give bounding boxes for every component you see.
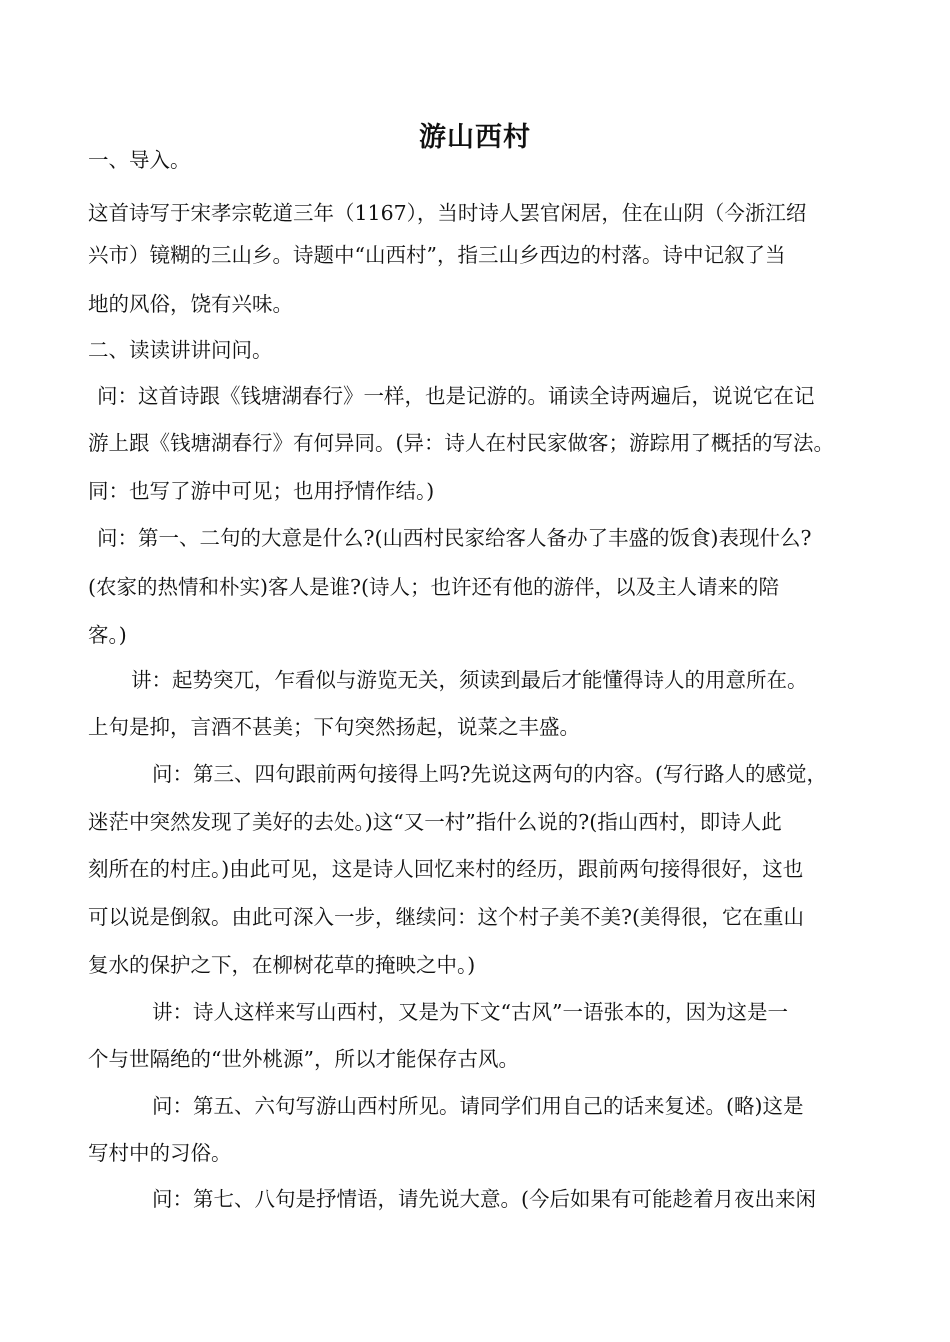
paragraph-line: 同：也写了游中可见；也用抒情作结。)	[88, 479, 435, 503]
section-heading-read: 二、读读讲讲问问。	[88, 338, 273, 362]
paragraph-line: 上句是抑，言酒不甚美；下句突然扬起，说菜之丰盛。	[88, 715, 580, 739]
paragraph-line: 兴市）镜糊的三山乡。诗题中“山西村”，指三山乡西边的村落。诗中记叙了当	[88, 243, 786, 267]
paragraph-line: 问：第七、八句是抒情语，请先说大意。(今后如果有可能趁着月夜出来闲	[152, 1187, 816, 1211]
paragraph-line: 写村中的习俗。	[88, 1141, 232, 1165]
paragraph-line: 迷茫中突然发现了美好的去处。)这“又一村”指什么说的?(指山西村，即诗人此	[88, 810, 782, 834]
paragraph-line: 问：第五、六句写游山西村所见。请同学们用自己的话来复述。(略)这是	[152, 1094, 804, 1118]
paragraph-line: 问：第三、四句跟前两句接得上吗?先说这两句的内容。(写行路人的感觉，	[152, 762, 827, 786]
paragraph-line: 客。)	[88, 623, 127, 647]
paragraph-line: 复水的保护之下，在柳树花草的掩映之中。)	[88, 953, 476, 977]
paragraph-line: 刻所在的村庄。)由此可见，这是诗人回忆来村的经历，跟前两句接得很好，这也	[88, 857, 804, 881]
paragraph-line: 讲：起势突兀，乍看似与游览无关，须读到最后才能懂得诗人的用意所在。	[131, 668, 808, 692]
document-title: 游山西村	[419, 122, 531, 153]
paragraph-line: 个与世隔绝的“世外桃源”，所以才能保存古风。	[88, 1047, 519, 1071]
paragraph-line: 可以说是倒叙。由此可深入一步，继续问：这个村子美不美?(美得很，它在重山	[88, 905, 804, 929]
paragraph-line: 讲：诗人这样来写山西村，又是为下文“古风”一语张本的，因为这是一	[152, 1000, 788, 1024]
paragraph-line: 问：第一、二句的大意是什么?(山西村民家给客人备办了丰盛的饭食)表现什么?	[97, 526, 812, 550]
section-heading-intro: 一、导入。	[88, 148, 191, 172]
paragraph-line: 问：这首诗跟《钱塘湖春行》一样，也是记游的。诵读全诗两遍后，说说它在记	[97, 384, 815, 408]
paragraph-line: 这首诗写于宋孝宗乾道三年（1167），当时诗人罢官闲居，住在山阴（今浙江绍	[88, 201, 807, 225]
paragraph-line: 游上跟《钱塘湖春行》有何异同。(异：诗人在村民家做客；游踪用了概括的写法。	[88, 431, 834, 455]
paragraph-line: (农家的热情和朴实)客人是谁?(诗人；也许还有他的游伴，以及主人请来的陪	[88, 575, 779, 599]
paragraph-line: 地的风俗，饶有兴味。	[88, 292, 293, 316]
